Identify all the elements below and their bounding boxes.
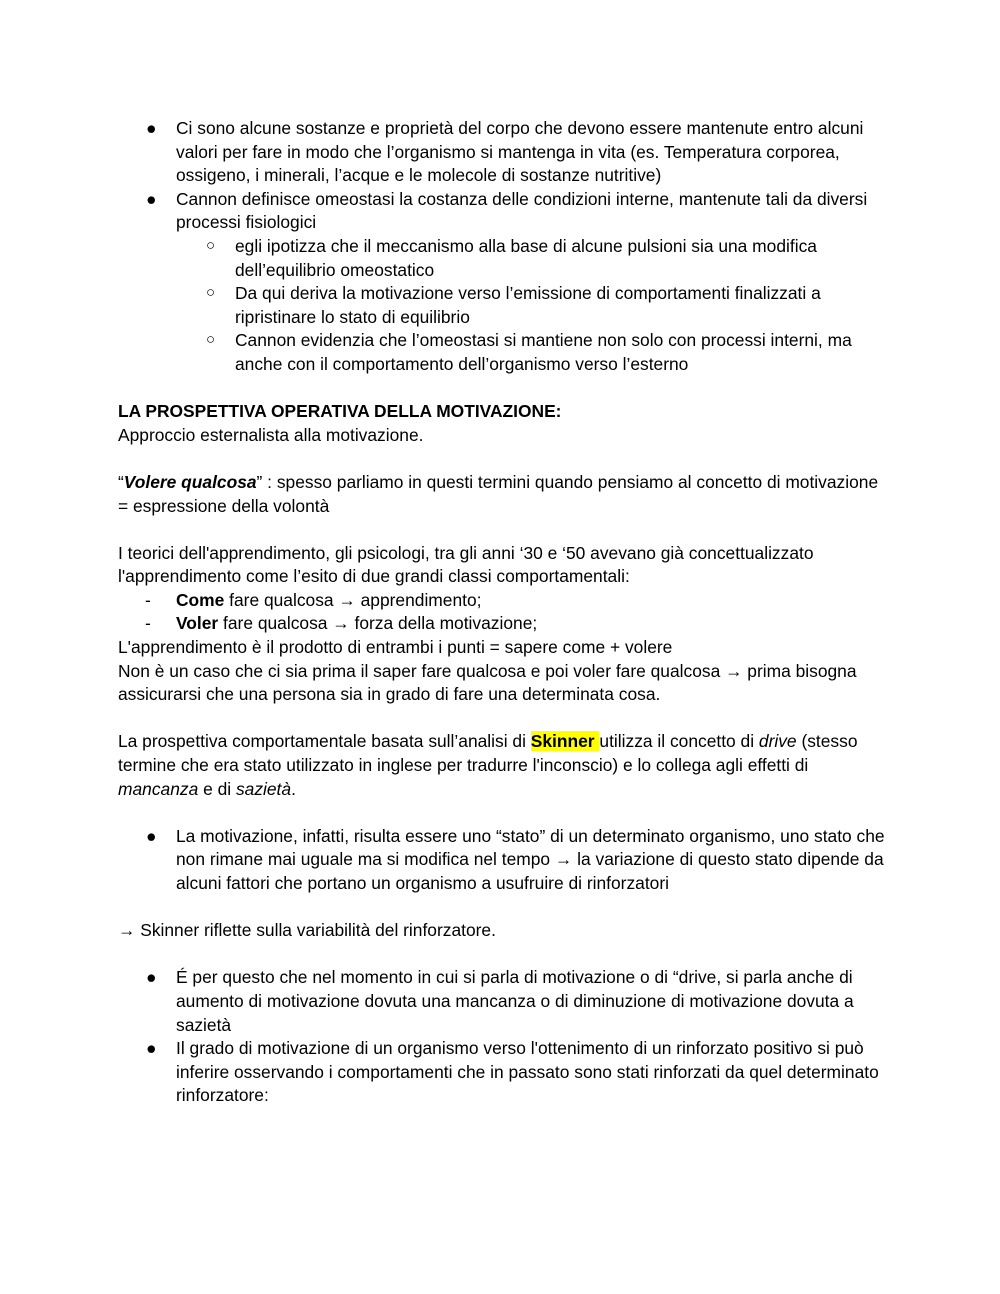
- list-item-text: Ci sono alcune sostanze e proprietà del corpo che devono essere mantenute entro alcuni valori per fare in modo che l’organismo si mantenga in vita (es. Temperatura corporea, ossigeno, i minerali, l’acque e le molecole di sostanze nutritive): [176, 118, 864, 186]
- list-item: [118, 825, 890, 896]
- bullet-icon: ●: [146, 967, 157, 988]
- sub-list-item-text: egli ipotizza che il meccanismo alla base di alcune pulsioni sia una modifica dell’equilibrio omeostatico: [235, 235, 817, 280]
- list-item: [118, 589, 890, 613]
- sub-list-item: [118, 329, 890, 376]
- list-item-text: fare qualcosa → forza della motivazione;: [218, 613, 538, 634]
- term-voler: Voler: [176, 613, 219, 634]
- list-item-text: Cannon definisce omeostasi la costanza delle condizioni interne, mantenute tali da diversi processi fisiologici: [176, 188, 868, 233]
- section-heading: LA PROSPETTIVA OPERATIVA DELLA MOTIVAZIONE:: [118, 401, 562, 422]
- paragraph-teorici: I teorici dell'apprendimento, gli psicologi, tra gli anni ‘30 e ‘50 avevano già concettualizzato l'apprendimento come l’esito di due grandi classi comportamentali:: [118, 542, 814, 587]
- text-run: .: [291, 778, 296, 799]
- text-run: La prospettiva comportamentale basata sull’analisi di: [118, 731, 531, 752]
- circle-bullet-icon: ○: [206, 236, 216, 254]
- sub-list-item-text: Cannon evidenzia che l’omeostasi si mantiene non solo con processi interni, ma anche con il comportamento dell’organismo verso l’esterno: [235, 330, 852, 374]
- spacer: [118, 801, 890, 825]
- open-quote: “: [118, 471, 124, 492]
- term-mancanza: mancanza: [118, 778, 199, 799]
- list-item-text: É per questo che nel momento in cui si parla di motivazione o di “drive, si parla anche di aumento di motivazione dovuta una mancanza o di diminuzione di motivazione dovuta a sazietà: [176, 967, 854, 1035]
- paragraph-volere: [118, 471, 890, 518]
- bullet-list-stato: [118, 825, 890, 896]
- dash-icon: -: [145, 589, 151, 610]
- paragraph-non-caso: Non è un caso che ci sia prima il saper fare qualcosa e poi voler fare qualcosa → prima bisogna assicurarsi che una persona sia in grado di fare una determinata cosa.: [118, 660, 857, 705]
- term-come: Come: [176, 589, 225, 610]
- sub-list-item: [118, 282, 890, 329]
- volere-text: ” : spesso parliamo in questi termini quando pensiamo al concetto di motivazione = espressione della volontà: [118, 471, 879, 516]
- circle-bullet-icon: ○: [206, 284, 216, 302]
- spacer: [118, 377, 890, 401]
- term-drive: drive: [758, 731, 797, 752]
- list-item: [118, 966, 890, 1037]
- list-item-text: Il grado di motivazione di un organismo verso l'ottenimento di un rinforzato positivo si può inferire osservando i comportamenti che in passato sono stati rinforzati da quel determinato rinforzatore:: [176, 1038, 879, 1106]
- list-item: [118, 612, 890, 636]
- sub-list-item: [118, 235, 890, 282]
- circle-bullet-icon: ○: [206, 331, 216, 349]
- list-item: [118, 117, 890, 188]
- list-item-text: fare qualcosa → apprendimento;: [224, 589, 482, 610]
- dash-icon: -: [145, 613, 151, 634]
- spacer: [118, 943, 890, 967]
- list-item: [118, 188, 890, 235]
- text-run: utilizza il concetto di: [599, 731, 759, 752]
- bullet-list-drive: [118, 966, 890, 1108]
- highlighted-skinner: Skinner: [530, 731, 600, 752]
- paragraph-apprendimento: L'apprendimento è il prodotto di entrambi i punti = sapere come + volere: [118, 637, 673, 658]
- spacer: [118, 896, 890, 920]
- spacer: [118, 447, 890, 471]
- section-subheading: Approccio esternalista alla motivazione.: [118, 424, 424, 445]
- paragraph-skinner: [118, 730, 890, 801]
- list-item-text: La motivazione, infatti, risulta essere uno “stato” di un determinato organismo, uno stato che non rimane mai uguale ma si modifica nel tempo → la variazione di questo stato dipende da alcuni fattori che portano un organismo a usufruire di rinforzatori: [176, 825, 885, 893]
- spacer: [118, 518, 890, 542]
- paragraph-arrow-skinner: → Skinner riflette sulla variabilità del rinforzatore.: [118, 920, 496, 941]
- text-run: (stesso termine che era stato utilizzato in inglese per tradurre l'inconscio) e lo collega agli effetti di: [118, 731, 858, 776]
- term-sazieta: sazietà: [235, 778, 292, 799]
- volere-term: Volere qualcosa: [123, 471, 257, 492]
- dash-list: [118, 589, 890, 636]
- bullet-icon: ●: [146, 188, 157, 209]
- text-run: e di: [198, 778, 236, 799]
- bullet-list-omeostasi: [118, 117, 890, 377]
- sub-list-item-text: Da qui deriva la motivazione verso l’emissione di comportamenti finalizzati a ripristinare lo stato di equilibrio: [235, 283, 821, 327]
- bullet-icon: ●: [146, 1038, 157, 1059]
- spacer: [118, 707, 890, 731]
- bullet-icon: ●: [146, 825, 157, 846]
- bullet-icon: ●: [146, 118, 157, 138]
- list-item: [118, 1037, 890, 1108]
